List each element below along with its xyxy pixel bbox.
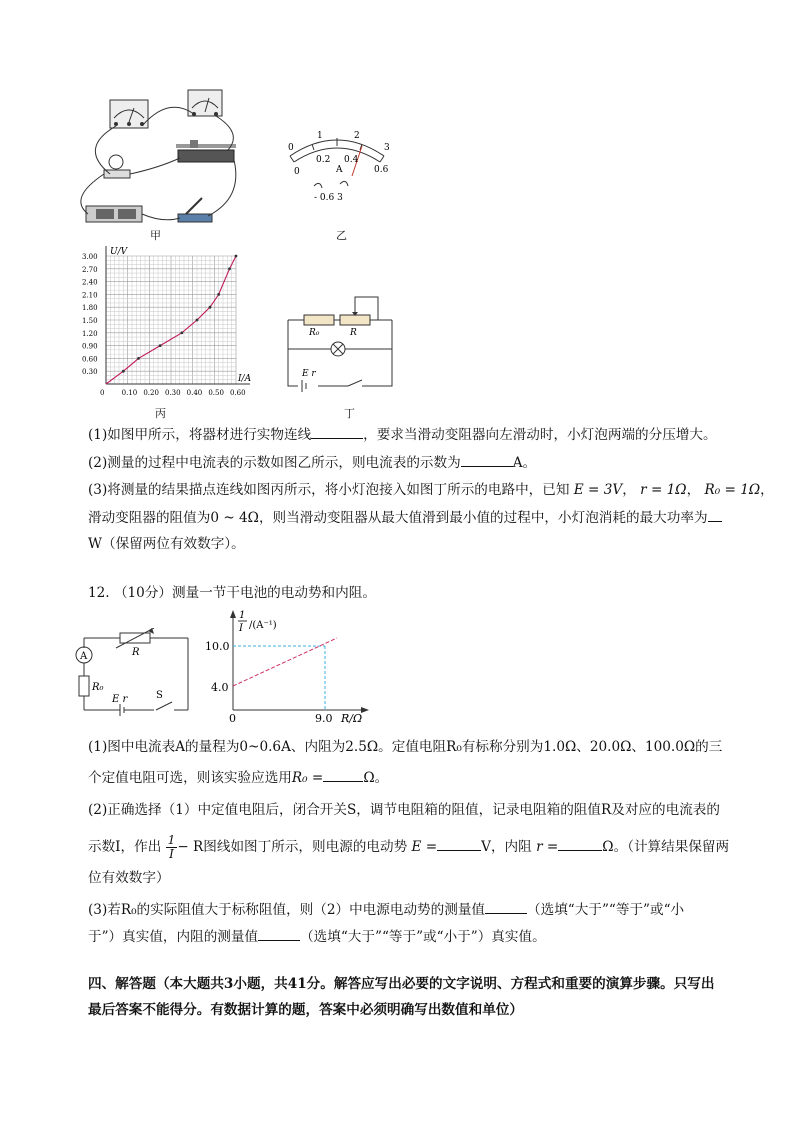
q12-heading: 12. （10分）测量一节干电池的电动势和内阻。 xyxy=(88,585,376,601)
q12-part2-p2: − R图线如图丁所示，则电源的电动势 xyxy=(177,839,408,855)
data-point xyxy=(180,331,183,334)
q12-part1-line1: (1)图中电流表A的量程为0~0.6A、内阻为2.5Ω。定值电阻R₀有标称分别为1.0Ω、20.0Ω、100.0Ω的三 xyxy=(88,739,723,755)
ammeter-label: A xyxy=(80,651,88,662)
q12-part1-line2 xyxy=(88,767,388,788)
q11-part3b-before: 滑动变阻器的阻值为 xyxy=(88,510,211,526)
meter-bottom-zero: 0 xyxy=(294,167,300,177)
data-point xyxy=(235,255,238,258)
y-tick-label: 1.80 xyxy=(82,304,98,313)
q12-e-eq: E = xyxy=(411,839,438,855)
q11-part3-text: (3)将测量的结果描点连线如图丙所示，将小灯泡接入如图丁所示的电路中，已知 xyxy=(88,482,570,498)
q12-part1-after: Ω。 xyxy=(363,770,389,786)
voltmeter-icon xyxy=(110,100,148,128)
y-tick-label: 0.90 xyxy=(82,342,98,351)
meter-tick-3: 3 xyxy=(384,143,390,153)
q12-part3-before: (3)若R₀的实际阻值大于标称阻值，则（2）中电源电动势的测量值 xyxy=(88,902,486,918)
y-tick-label: 1.20 xyxy=(82,329,98,338)
q11-part3-line2 xyxy=(88,507,722,528)
q12-part2-line1: (2)正确选择（1）中定值电阻后，闭合开关S，调节电阻箱的阻值，记录电阻箱的阻值R及对应的电流表的 xyxy=(88,802,720,818)
q12-r0-eq: R₀ = xyxy=(291,770,324,786)
q12-r-label: R xyxy=(132,647,140,658)
y-tick-label: 2.10 xyxy=(82,291,98,300)
q12-xtick-0: 0 xyxy=(229,712,236,725)
q11-part2 xyxy=(88,452,536,473)
meter-left-zero: 0 xyxy=(288,143,294,153)
q12-r-eq: r = xyxy=(536,839,559,855)
bulb-icon xyxy=(104,155,130,178)
y-tick-label: 2.70 xyxy=(82,265,98,274)
q12-ytick-4: 4.0 xyxy=(211,681,229,694)
answer-blank-q12-3b[interactable] xyxy=(258,926,300,941)
frac-num: 1 xyxy=(167,833,176,847)
q12-yaxis-unit: /(A⁻¹) xyxy=(249,620,277,631)
rheostat-icon xyxy=(176,140,236,162)
section4-heading-line1: 四、解答题（本大题共3小题，共41分。解答应写出必要的文字说明、方程式和重要的演算步骤。只写出 xyxy=(88,976,715,992)
meter-tick-2: 2 xyxy=(354,131,360,141)
q11-e-value: E = 3V xyxy=(573,482,623,498)
q12-yaxis-den: I xyxy=(239,623,243,634)
data-point xyxy=(137,357,140,360)
q11-part1-before: (1)如图甲所示，将器材进行实物连线 xyxy=(88,427,312,443)
q11-r-value: r = 1Ω xyxy=(640,482,687,498)
y-tick-label: 1.50 xyxy=(82,317,98,325)
q12-ytick-10: 10.0 xyxy=(205,640,230,653)
q11-part1-after: ，要求当滑动变阻器向左滑动时，小灯泡两端的分压增大。 xyxy=(363,427,717,443)
answer-blank-q12-3a[interactable] xyxy=(485,899,527,914)
data-point xyxy=(228,267,231,270)
q11-part2-before: (2)测量的过程中电流表的示数如图乙所示，则电流表的示数为 xyxy=(88,455,461,471)
fraction-1-over-i xyxy=(166,834,178,861)
q12-part3-line2 xyxy=(88,926,546,947)
switch-icon xyxy=(178,198,212,222)
meter-unit: A xyxy=(336,165,343,175)
q11-part2-after: A。 xyxy=(512,455,537,471)
meter-tick-04: 0.4 xyxy=(344,155,359,165)
meter-tick-02: 0.2 xyxy=(316,155,331,165)
answer-blank-q12-e[interactable] xyxy=(437,836,481,851)
q11-part3-line3: W（保留两位有效数字）。 xyxy=(88,536,245,552)
section4-heading-line2: 最后答案不能得分。有数据计算的题，答案中必须明确写出数值和单位） xyxy=(88,1002,523,1018)
y-tick-label: 3.00 xyxy=(82,253,98,261)
y-tick-label: 0.30 xyxy=(82,368,98,377)
y-axis-label: U/V xyxy=(110,247,128,257)
answer-blank-q11-2[interactable] xyxy=(461,452,513,467)
q12-part2-p1: 示数I，作出 xyxy=(88,839,162,855)
data-point xyxy=(122,370,125,373)
data-point xyxy=(217,293,220,296)
q12-part3b-after: （选填“大于”“等于”或“小于”）真实值。 xyxy=(300,929,546,945)
data-point xyxy=(209,306,212,309)
battery-icon xyxy=(86,206,142,222)
q12-part1-before: 个定值电阻可选，则该实验应选用 xyxy=(88,770,292,786)
caption-jia: 甲 xyxy=(150,229,161,242)
q11-r0-value: R₀ = 1Ω xyxy=(704,482,761,498)
x-axis-label: I/A xyxy=(238,374,252,384)
frac-den: I xyxy=(169,847,174,861)
q12-switch-label: S xyxy=(156,690,163,701)
chart-bing xyxy=(80,240,260,405)
q12-circuit xyxy=(72,628,202,720)
ammeter-icon xyxy=(188,90,222,116)
figure-ding-circuit xyxy=(282,292,402,392)
q12-part2-p3: V，内阻 xyxy=(481,839,532,855)
data-point xyxy=(196,319,199,322)
caption-yi: 乙 xyxy=(336,229,347,242)
q12-part2-line3: 位有效数字） xyxy=(88,870,170,886)
x-tick-label: 0.60 xyxy=(230,389,246,397)
q12-yaxis-num: 1 xyxy=(239,610,246,621)
q12-xaxis-label: R/Ω xyxy=(341,712,363,725)
caption-bing: 丙 xyxy=(155,407,166,420)
q11-part3b-after: ，则当滑动变阻器从最大值滑到最小值的过程中，小灯泡消耗的最大功率为 xyxy=(258,510,708,526)
answer-blank-q11-3[interactable] xyxy=(708,507,722,522)
x-tick-label: 0.30 xyxy=(165,389,181,397)
x-tick-label: 0.50 xyxy=(208,389,224,397)
q12-xtick-9: 9.0 xyxy=(315,712,333,725)
q11-range: 0 ~ 4Ω xyxy=(210,510,259,526)
ding-er-label: E r xyxy=(302,369,316,379)
q11-part3-line1: (3)将测量的结果描点连线如图丙所示，将小灯泡接入如图丁所示的电路中，已知 E = 3V， r = 1Ω， R₀ = 1Ω， xyxy=(88,482,774,498)
x-tick-label: 0.10 xyxy=(121,389,138,397)
x-tick-label: 0.20 xyxy=(143,389,159,397)
x-tick-label: 0.40 xyxy=(186,389,203,397)
ding-r0-label: R₀ xyxy=(309,328,320,338)
q12-part3-line1 xyxy=(88,899,684,920)
q12-part2-line2 xyxy=(88,830,729,864)
answer-blank-q12-r[interactable] xyxy=(558,836,602,851)
meter-terminals: - 0.6 3 xyxy=(314,193,343,203)
y-tick-label: 2.40 xyxy=(82,278,98,287)
q12-r0-label: R₀ xyxy=(92,682,104,693)
q12-graph xyxy=(205,608,375,726)
y-tick-label: 0.60 xyxy=(82,355,98,364)
meter-tick-06: 0.6 xyxy=(374,165,389,175)
q12-er-label: E r xyxy=(112,694,128,705)
caption-ding: 丁 xyxy=(344,407,355,420)
figure-yi-meter xyxy=(280,128,400,208)
answer-blank-q11-1[interactable] xyxy=(311,424,363,439)
data-point xyxy=(159,344,162,347)
x-tick-label: 0 xyxy=(100,389,105,397)
ding-r-label: R xyxy=(350,328,357,338)
q12-part3-after: （选填“大于”“等于”或“小 xyxy=(527,902,685,918)
meter-tick-1: 1 xyxy=(317,131,323,141)
q12-part2-p4: Ω。（计算结果保留两 xyxy=(602,839,730,855)
q12-part3b-before: 于”）真实值，内阻的测量值 xyxy=(88,929,259,945)
answer-blank-q12-1[interactable] xyxy=(323,767,363,782)
q11-part1 xyxy=(88,424,717,445)
figure-jia-apparatus xyxy=(68,88,248,238)
